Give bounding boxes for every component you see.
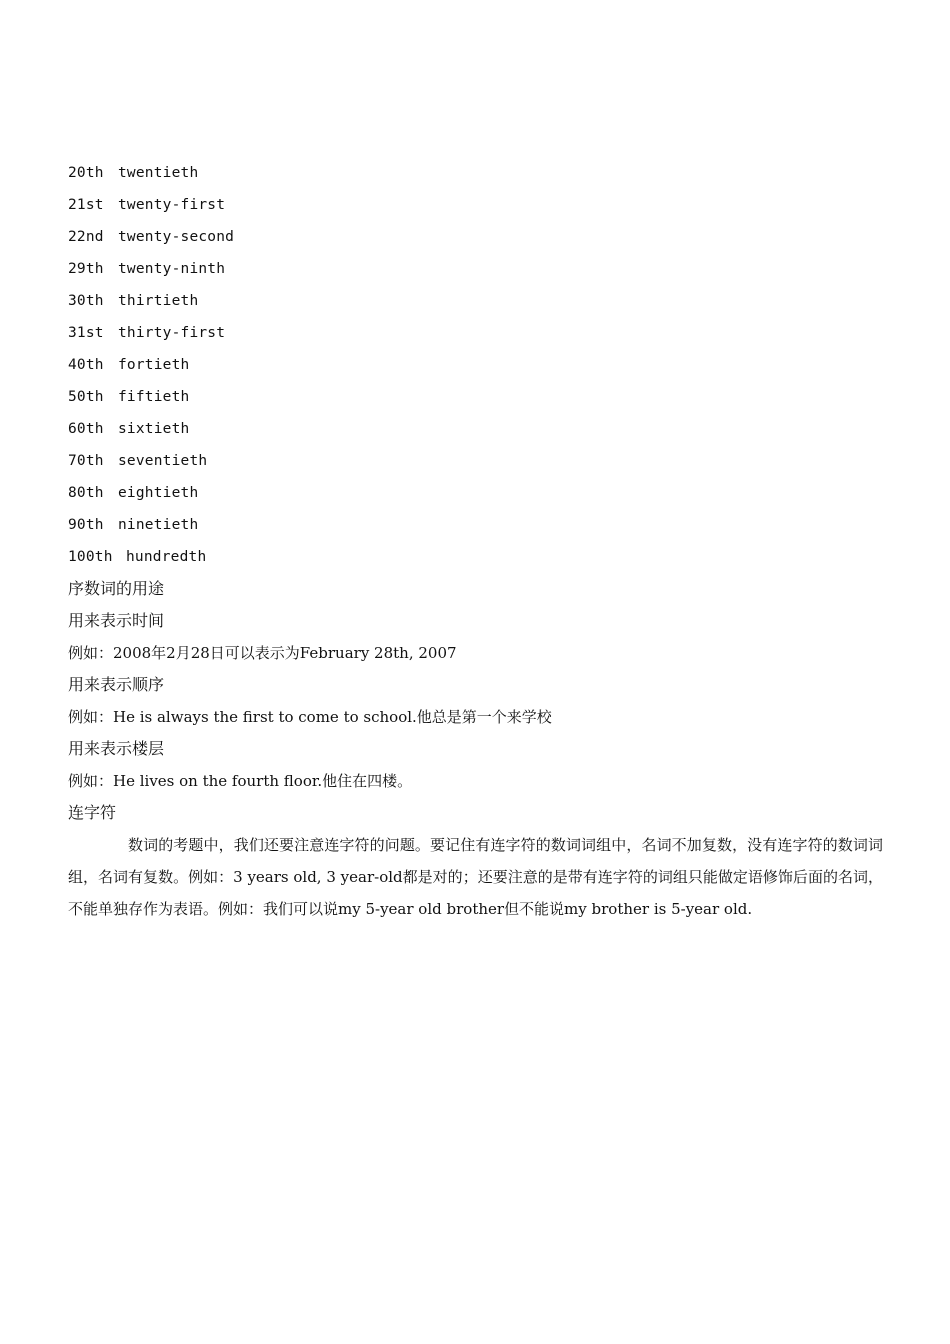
ordinal-row [68,320,883,352]
ordinal-number: 100th [68,549,113,565]
ordinal-number: 80th [68,485,104,501]
ordinal-word: seventieth [118,453,208,469]
ordinal-number: 30th [68,293,104,309]
ordinal-word: thirtieth [118,293,199,309]
use-heading-floor: 用来表示楼层 [68,739,165,758]
ordinal-number: 90th [68,517,104,533]
ordinal-word: fiftieth [118,389,190,405]
use-heading-time: 用来表示时间 [68,611,165,630]
ordinal-word: twenty-first [118,197,226,213]
ordinal-number: 22nd [68,229,104,245]
ordinal-word: ninetieth [118,517,199,533]
ordinal-row [68,544,883,576]
use-example-order: 例如：He is always the first to come to school.他总是第一个来学校 [68,708,552,726]
ordinal-number: 31st [68,325,104,341]
ordinal-word: sixtieth [118,421,190,437]
ordinal-row [68,160,883,192]
ordinal-number: 60th [68,421,104,437]
ordinal-number: 29th [68,261,104,277]
ordinal-row [68,256,883,288]
ordinal-word: twenty-ninth [118,261,226,277]
ordinal-word: twenty-second [118,229,235,245]
ordinal-row [68,480,883,512]
ordinal-number: 40th [68,357,104,373]
hyphen-heading: 连字符 [68,803,117,822]
ordinal-number: 70th [68,453,104,469]
ordinal-word: hundredth [126,549,207,565]
ordinal-number: 21st [68,197,104,213]
ordinal-row [68,224,883,256]
use-heading-order: 用来表示顺序 [68,675,165,694]
ordinal-number: 50th [68,389,104,405]
ordinal-row [68,352,883,384]
use-example-time: 例如：2008年2月28日可以表示为February 28th, 2007 [68,644,457,662]
ordinal-row [68,288,883,320]
ordinal-word: fortieth [118,357,190,373]
ordinal-row [68,416,883,448]
ordinal-number: 20th [68,165,104,181]
ordinal-row [68,448,883,480]
use-example-floor: 例如：He lives on the fourth floor.他住在四楼。 [68,772,413,790]
ordinal-word: eightieth [118,485,199,501]
ordinal-row [68,512,883,544]
ordinal-row [68,384,883,416]
usage-heading: 序数词的用途 [68,579,165,598]
ordinal-word: twentieth [118,165,199,181]
ordinal-word: thirty-first [118,325,226,341]
ordinal-row [68,192,883,224]
hyphen-paragraph: 数词的考题中，我们还要注意连字符的问题。要记住有连字符的数词词组中，名词不加复数，没有连字符的数词词组，名词有复数。例如：3 years old, 3 year-old都是对的；还要注意的是带有连字符的词组只能做定语修饰后面的名词，不能单独存作为表语。例如：我们可以说my 5-year old brother但不能说my brother is 5-year old. [68,836,883,918]
document-page [68,160,883,925]
